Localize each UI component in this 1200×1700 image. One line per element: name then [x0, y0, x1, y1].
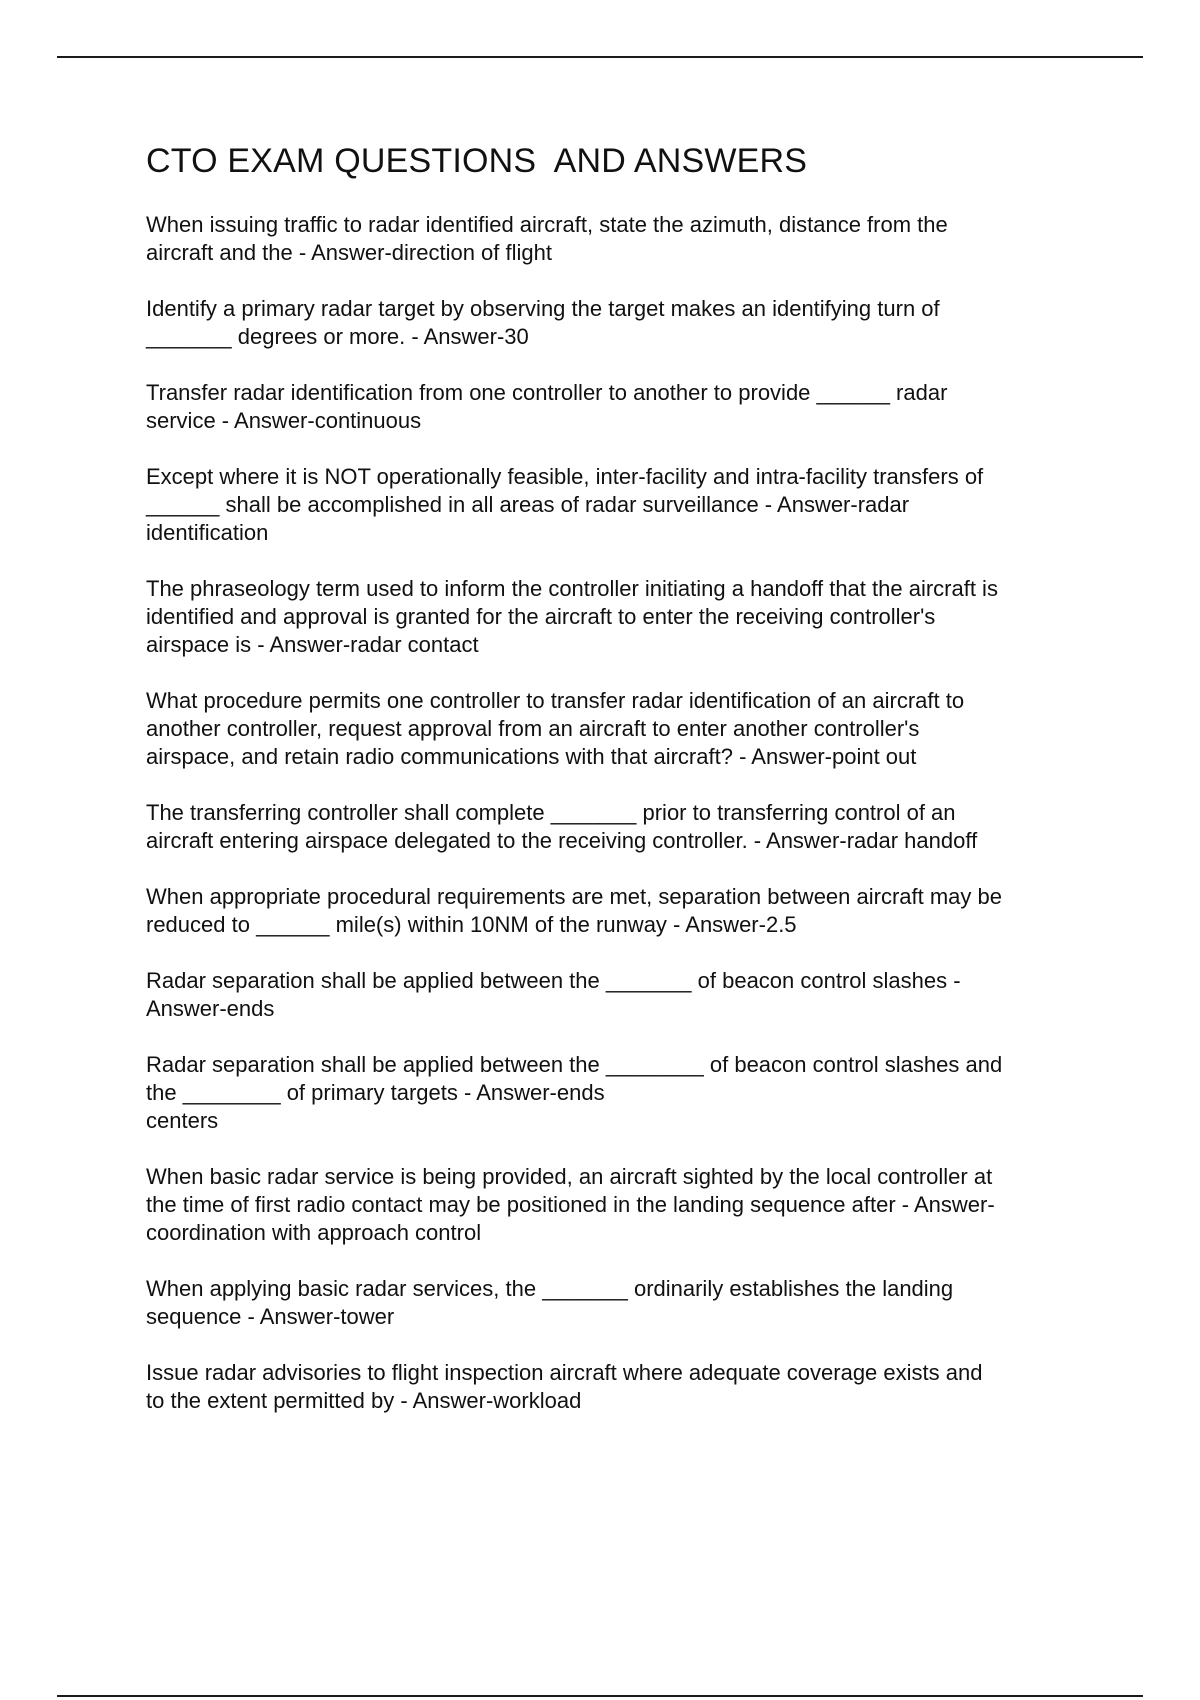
qa-line: Transfer radar identification from one controller to another to provide ______ radar	[146, 380, 948, 405]
qa-line: When basic radar service is being provided, an aircraft sighted by the local controller at	[146, 1164, 993, 1189]
qa-item	[146, 967, 1096, 1023]
qa-line: airspace is - Answer-radar contact	[146, 632, 479, 657]
qa-line: Answer-ends	[146, 996, 275, 1021]
qa-line: When appropriate procedural requirements are met, separation between aircraft may be	[146, 884, 1003, 909]
qa-line: centers	[146, 1108, 219, 1133]
header-rule	[57, 56, 1143, 58]
qa-line: another controller, request approval from an aircraft to enter another controller's	[146, 716, 920, 741]
qa-line: aircraft and the - Answer-direction of flight	[146, 240, 552, 265]
qa-line: coordination with approach control	[146, 1220, 482, 1245]
qa-line: When issuing traffic to radar identified aircraft, state the azimuth, distance from the	[146, 212, 948, 237]
qa-item	[146, 211, 1096, 267]
qa-line: identification	[146, 520, 269, 545]
footer-rule	[57, 1695, 1143, 1697]
qa-item	[146, 1163, 1096, 1247]
qa-line: Radar separation shall be applied between the _______ of beacon control slashes -	[146, 968, 961, 993]
qa-item	[146, 799, 1096, 855]
qa-line: Identify a primary radar target by observing the target makes an identifying turn of	[146, 296, 940, 321]
qa-line: ______ shall be accomplished in all areas of radar surveillance - Answer-radar	[146, 492, 910, 517]
qa-line: reduced to ______ mile(s) within 10NM of the runway - Answer-2.5	[146, 912, 797, 937]
qa-line: What procedure permits one controller to transfer radar identification of an aircraft to	[146, 688, 965, 713]
qa-item	[146, 1275, 1096, 1331]
qa-line: The transferring controller shall complete _______ prior to transferring control of an	[146, 800, 956, 825]
document-body	[146, 142, 1096, 1415]
qa-line: the ________ of primary targets - Answer-ends	[146, 1080, 605, 1105]
qa-item	[146, 379, 1096, 435]
qa-line: service - Answer-continuous	[146, 408, 422, 433]
qa-line: When applying basic radar services, the _______ ordinarily establishes the landing	[146, 1276, 954, 1301]
qa-line: identified and approval is granted for the aircraft to enter the receiving controller's	[146, 604, 936, 629]
qa-line: to the extent permitted by - Answer-workload	[146, 1388, 582, 1413]
qa-item	[146, 463, 1096, 547]
qa-line: Except where it is NOT operationally feasible, inter-facility and intra-facility transfers of	[146, 464, 984, 489]
qa-item	[146, 295, 1096, 351]
qa-item	[146, 883, 1096, 939]
qa-list	[146, 211, 1096, 1415]
qa-line: The phraseology term used to inform the controller initiating a handoff that the aircraft is	[146, 576, 998, 601]
qa-item	[146, 1051, 1096, 1135]
document-title: CTO EXAM QUESTIONS AND ANSWERS	[146, 142, 808, 180]
qa-line: Issue radar advisories to flight inspection aircraft where adequate coverage exists and	[146, 1360, 983, 1385]
qa-item	[146, 1359, 1096, 1415]
qa-line: aircraft entering airspace delegated to the receiving controller. - Answer-radar handoff	[146, 828, 978, 853]
qa-item	[146, 687, 1096, 771]
qa-line: _______ degrees or more. - Answer-30	[146, 324, 529, 349]
qa-line: sequence - Answer-tower	[146, 1304, 395, 1329]
qa-line: the time of first radio contact may be positioned in the landing sequence after - Answer-	[146, 1192, 995, 1217]
qa-line: Radar separation shall be applied between the ________ of beacon control slashes and	[146, 1052, 1003, 1077]
qa-item	[146, 575, 1096, 659]
qa-line: airspace, and retain radio communications with that aircraft? - Answer-point out	[146, 744, 917, 769]
